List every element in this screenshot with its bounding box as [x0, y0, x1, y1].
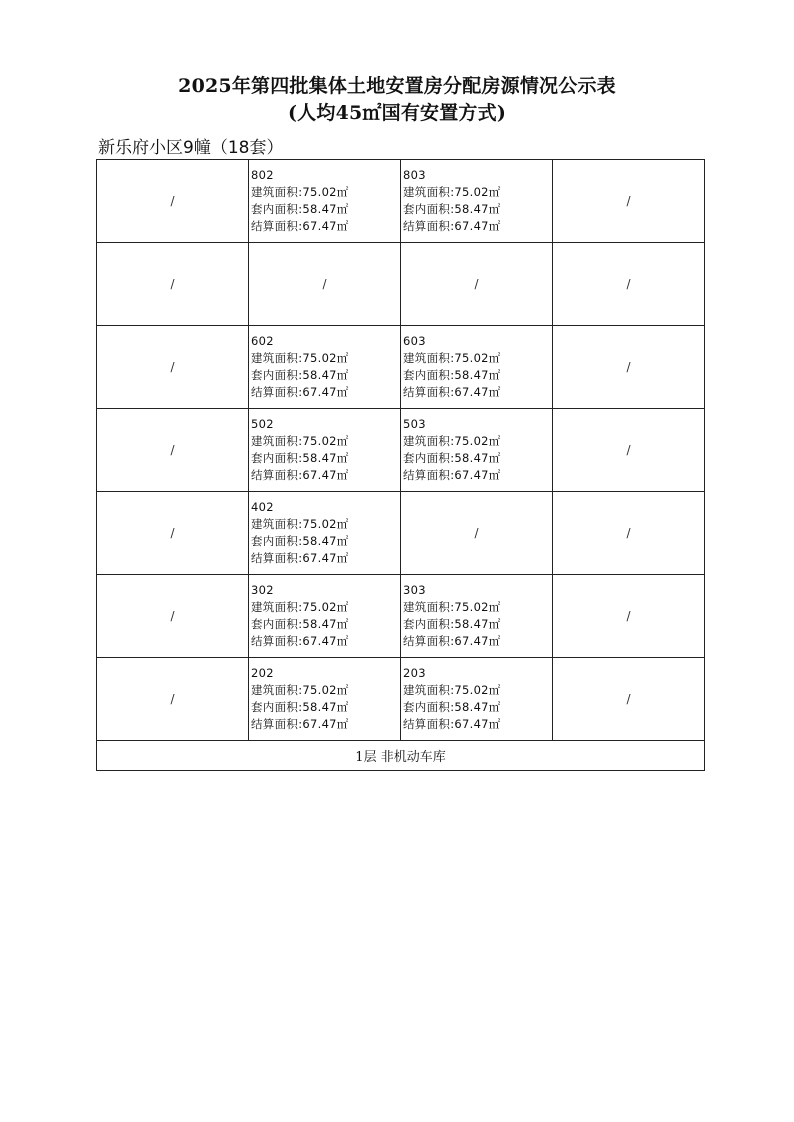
settlement-area: 结算面积:67.47㎡: [251, 717, 349, 731]
settlement-area: 结算面积:67.47㎡: [403, 634, 501, 648]
unit-number: 203: [403, 666, 426, 680]
floor-row: [97, 409, 705, 492]
unit-number: 602: [251, 334, 274, 348]
unit-cell: [401, 326, 553, 409]
floor-row: [97, 160, 705, 243]
empty-cell: /: [97, 492, 249, 575]
empty-cell: /: [553, 492, 705, 575]
empty-cell: /: [553, 243, 705, 326]
settlement-area: 结算面积:67.47㎡: [251, 634, 349, 648]
settlement-area: 结算面积:67.47㎡: [251, 219, 349, 233]
unit-cell: [401, 575, 553, 658]
settlement-area: 结算面积:67.47㎡: [403, 385, 501, 399]
settlement-area: 结算面积:67.47㎡: [251, 551, 349, 565]
built-area: 建筑面积:75.02㎡: [251, 185, 349, 199]
empty-cell: /: [553, 409, 705, 492]
unit-cell: [249, 658, 401, 741]
unit-cell: [401, 658, 553, 741]
built-area: 建筑面积:75.02㎡: [251, 434, 349, 448]
settlement-area: 结算面积:67.47㎡: [251, 468, 349, 482]
document-subtitle: (人均45㎡国有安置方式): [287, 102, 507, 124]
empty-cell: /: [97, 409, 249, 492]
inner-area: 套内面积:58.47㎡: [251, 700, 349, 714]
inner-area: 套内面积:58.47㎡: [251, 534, 349, 548]
empty-cell: /: [401, 243, 553, 326]
unit-number: 803: [403, 168, 426, 182]
unit-cell: [249, 575, 401, 658]
unit-cell: [249, 326, 401, 409]
floor-row: [97, 658, 705, 741]
inner-area: 套内面积:58.47㎡: [403, 202, 501, 216]
unit-cell: [249, 409, 401, 492]
inner-area: 套内面积:58.47㎡: [403, 451, 501, 465]
empty-cell: /: [553, 575, 705, 658]
built-area: 建筑面积:75.02㎡: [403, 434, 501, 448]
unit-number: 603: [403, 334, 426, 348]
inner-area: 套内面积:58.47㎡: [251, 368, 349, 382]
floor-row: [97, 326, 705, 409]
built-area: 建筑面积:75.02㎡: [251, 600, 349, 614]
empty-cell: /: [553, 326, 705, 409]
built-area: 建筑面积:75.02㎡: [403, 185, 501, 199]
floor-row: [97, 492, 705, 575]
housing-allocation-table: [96, 159, 705, 771]
ground-floor-row: [97, 741, 705, 771]
floor-row: [97, 575, 705, 658]
empty-cell: /: [249, 243, 401, 326]
unit-number: 303: [403, 583, 426, 597]
settlement-area: 结算面积:67.47㎡: [403, 717, 501, 731]
floor-row: [97, 243, 705, 326]
settlement-area: 结算面积:67.47㎡: [403, 219, 501, 233]
inner-area: 套内面积:58.47㎡: [251, 617, 349, 631]
settlement-area: 结算面积:67.47㎡: [403, 468, 501, 482]
built-area: 建筑面积:75.02㎡: [403, 683, 501, 697]
unit-number: 503: [403, 417, 426, 431]
document-title: 2025年第四批集体土地安置房分配房源情况公示表: [178, 75, 616, 97]
empty-cell: /: [553, 160, 705, 243]
unit-number: 402: [251, 500, 274, 514]
building-label: 新乐府小区9幢（18套）: [98, 138, 284, 158]
empty-cell: /: [97, 326, 249, 409]
unit-number: 302: [251, 583, 274, 597]
unit-number: 502: [251, 417, 274, 431]
empty-cell: /: [97, 160, 249, 243]
unit-cell: [249, 160, 401, 243]
ground-floor-label: 1层 非机动车库: [97, 741, 705, 771]
empty-cell: /: [97, 243, 249, 326]
empty-cell: /: [97, 575, 249, 658]
inner-area: 套内面积:58.47㎡: [251, 202, 349, 216]
unit-number: 802: [251, 168, 274, 182]
inner-area: 套内面积:58.47㎡: [403, 700, 501, 714]
empty-cell: /: [401, 492, 553, 575]
built-area: 建筑面积:75.02㎡: [403, 600, 501, 614]
inner-area: 套内面积:58.47㎡: [403, 617, 501, 631]
settlement-area: 结算面积:67.47㎡: [251, 385, 349, 399]
built-area: 建筑面积:75.02㎡: [403, 351, 501, 365]
built-area: 建筑面积:75.02㎡: [251, 351, 349, 365]
unit-cell: [401, 409, 553, 492]
inner-area: 套内面积:58.47㎡: [251, 451, 349, 465]
built-area: 建筑面积:75.02㎡: [251, 683, 349, 697]
empty-cell: /: [553, 658, 705, 741]
unit-cell: [401, 160, 553, 243]
unit-number: 202: [251, 666, 274, 680]
empty-cell: /: [97, 658, 249, 741]
inner-area: 套内面积:58.47㎡: [403, 368, 501, 382]
unit-cell: [249, 492, 401, 575]
built-area: 建筑面积:75.02㎡: [251, 517, 349, 531]
